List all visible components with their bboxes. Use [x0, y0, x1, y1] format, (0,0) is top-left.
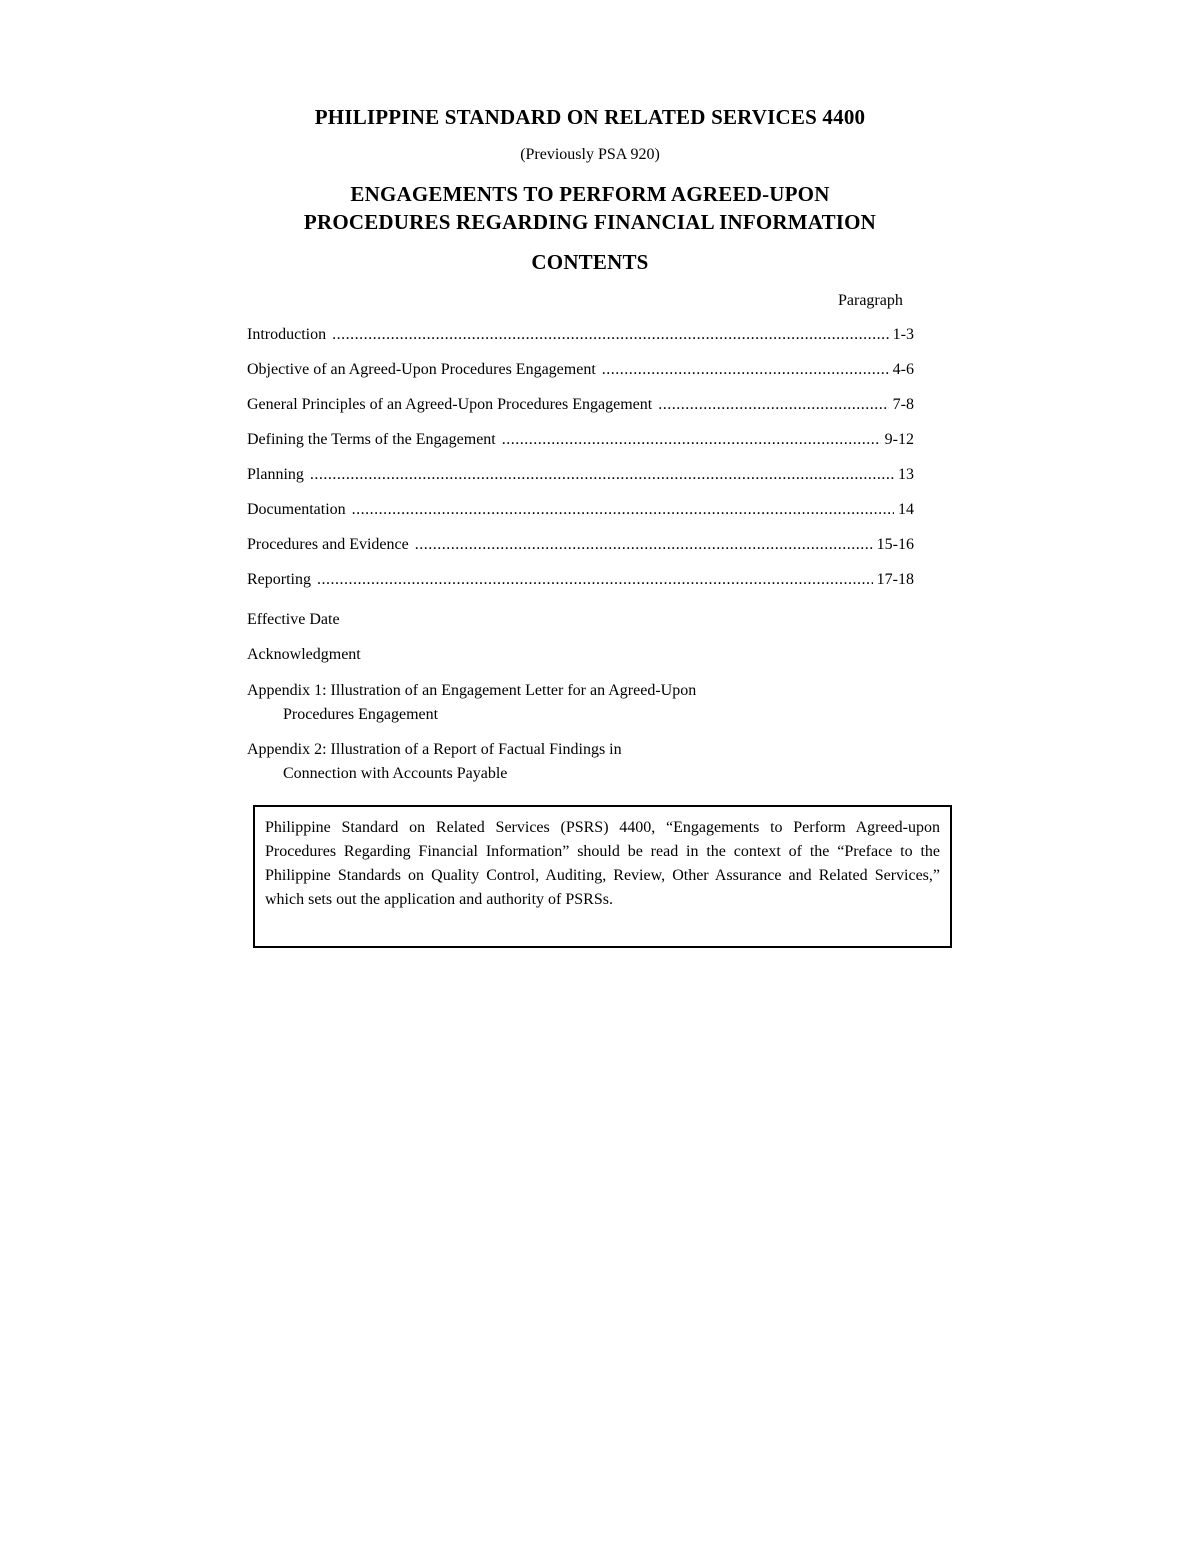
toc-leader-dots: [602, 361, 889, 379]
toc-entry-label: General Principles of an Agreed-Upon Procedures Engagement: [247, 396, 653, 413]
appendix-2-line1: Appendix 2: Illustration of a Report of Factual Findings in: [247, 741, 622, 758]
toc-entry: [247, 326, 914, 361]
paragraph-column-header: Paragraph: [838, 292, 903, 309]
toc-leader-dots: [415, 536, 873, 554]
toc-entry-paragraph: 7-8: [892, 396, 914, 413]
preface-notice-box: Philippine Standard on Related Services (PSRS) 4400, “Engagements to Perform Agreed-upon Procedures Regarding Financial Information” should be read in the context of the “Preface to the Philippine Standards on Quality Control, Auditing, Review, Other Assurance and Related Services,” which sets out the application and authority of PSRSs.: [253, 805, 952, 948]
toc-leader-dots: [317, 571, 873, 589]
toc-entry: [247, 431, 914, 466]
contents-heading: CONTENTS: [531, 250, 649, 274]
toc-entry: [247, 466, 914, 501]
toc-appendix-2: [247, 738, 827, 786]
toc-entry-paragraph: 17-18: [876, 571, 914, 588]
toc-entry-paragraph: 9-12: [884, 431, 914, 448]
appendix-2-line2: Connection with Accounts Payable: [283, 765, 508, 782]
toc-leader-dots: [332, 326, 889, 344]
toc-entry: [247, 361, 914, 396]
appendix-1-line1: Appendix 1: Illustration of an Engagement Letter for an Agreed-Upon: [247, 682, 697, 699]
toc-entry-paragraph: 14: [898, 501, 914, 518]
toc-leader-dots: [658, 396, 888, 414]
toc-entry-label: Reporting: [247, 571, 311, 588]
toc-entry-paragraph: 1-3: [892, 326, 914, 343]
previous-designation: (Previously PSA 920): [520, 146, 660, 163]
engagement-title: [0, 180, 1180, 236]
toc-leader-dots: [352, 501, 894, 519]
engagement-title-line2: PROCEDURES REGARDING FINANCIAL INFORMATION: [303, 210, 877, 234]
document-title: PHILIPPINE STANDARD ON RELATED SERVICES 4400: [314, 105, 866, 129]
toc-entry-label: Objective of an Agreed-Upon Procedures Engagement: [247, 361, 596, 378]
toc-entry: [247, 501, 914, 536]
toc-entry: [247, 571, 914, 606]
toc-entry-label: Procedures and Evidence: [247, 536, 409, 553]
toc-leader-dots: [502, 431, 881, 449]
toc-entry-label: Defining the Terms of the Engagement: [247, 431, 496, 448]
toc-acknowledgment: Acknowledgment: [247, 646, 361, 663]
toc-entry-label: Introduction: [247, 326, 327, 343]
engagement-title-line1: ENGAGEMENTS TO PERFORM AGREED-UPON: [350, 182, 830, 206]
toc-entry-label: Planning: [247, 466, 304, 483]
toc-appendix-1: [247, 679, 827, 727]
toc-entry-paragraph: 4-6: [892, 361, 914, 378]
toc-leader-dots: [310, 466, 894, 484]
toc-entry: [247, 396, 914, 431]
appendix-1-line2: Procedures Engagement: [283, 706, 439, 723]
toc-effective-date: Effective Date: [247, 611, 340, 628]
toc-entry-paragraph: 13: [898, 466, 914, 483]
toc-entry-paragraph: 15-16: [876, 536, 914, 553]
toc-entry-label: Documentation: [247, 501, 346, 518]
toc-entry: [247, 536, 914, 571]
table-of-contents: [247, 326, 914, 606]
